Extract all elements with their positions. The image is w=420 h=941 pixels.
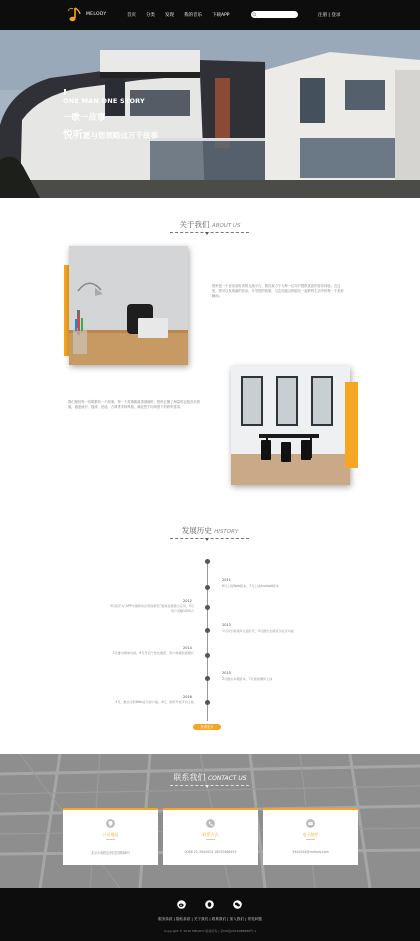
card-divider [106, 839, 115, 840]
event-text: 2月推出车载版本，7月智能硬件上线 [222, 677, 273, 681]
card-value: 3944924@melody.com [292, 850, 329, 854]
about-title-cn: 关于我们 [179, 220, 210, 229]
event-text: 8月上线Web版本，7月上线Android版本 [222, 584, 279, 588]
timeline-dot [205, 605, 210, 610]
menu-item-download[interactable]: 下载APP [212, 13, 230, 18]
card-accent [163, 808, 258, 810]
logo-text[interactable]: MELODY [86, 12, 107, 17]
timeline-dot [205, 559, 210, 564]
card-value: 北京市朝阳区科技园路88号 [90, 851, 131, 855]
about-paragraph-2: 我们相信每一首歌都有一个故事，每一个故事都值得被倾听。悦听汇聚了海量的正版音乐资源，涵盖流行、摇滚、民谣、古典等多种风格，满足您不同场景下的聆听需求。 [68, 400, 200, 410]
menu-item-home[interactable]: 首页 [127, 13, 136, 18]
wechat-icon[interactable] [233, 900, 242, 909]
footer-links[interactable]: 服务条款 | 隐私条款 | 关于我们 | 联系我们 | 加入我们 | 常见问题 [158, 917, 262, 921]
timeline-dot [205, 653, 210, 658]
menu-item-discover[interactable]: 发现 [165, 13, 174, 18]
about-title [0, 219, 420, 230]
contact-divider [170, 785, 249, 786]
card-accent [263, 808, 358, 810]
history-title-en: HISTORY [214, 529, 239, 535]
card-label: 联系方式 [202, 832, 219, 837]
card-value: 0086-25-3944924 18032666455 [184, 850, 237, 854]
hero-headline-2 [63, 126, 158, 141]
timeline-dot [205, 585, 210, 590]
history-divider [170, 538, 249, 539]
history-arrow-icon [205, 538, 209, 541]
event-text: 1月音乐版权库全面扩充，5月推出全新音乐社区功能 [222, 629, 294, 633]
event-year: 2013 [222, 623, 231, 627]
about-divider [170, 232, 249, 233]
location-icon [106, 819, 115, 828]
timeline-dot [205, 676, 210, 681]
hero-headline-1: 一歌一故事 [63, 113, 106, 123]
contact-title-cn: 联系我们 [173, 773, 206, 782]
card-divider [206, 839, 215, 840]
menu-item-category[interactable]: 分类 [146, 13, 155, 18]
timeline-dot [205, 628, 210, 633]
card-label: 电子邮件 [302, 832, 319, 837]
dining-room-photo [231, 366, 350, 485]
contact-arrow-icon [205, 785, 209, 788]
event-year: 2011 [222, 578, 231, 582]
hero-accent-bar [64, 89, 66, 95]
event-year: 2014 [183, 646, 192, 650]
read-more-button[interactable]: 查看更多 [193, 724, 221, 730]
weibo-icon[interactable] [177, 900, 186, 909]
event-year: 2015 [222, 671, 231, 675]
hero-subtitle: ONE MAN ONE STORY [63, 97, 145, 105]
accent-block-2 [345, 382, 358, 468]
auth-links[interactable]: 注册 | 登录 [318, 13, 341, 18]
history-title-cn: 发展历史 [181, 526, 212, 535]
phone-icon [206, 819, 215, 828]
contact-card-address [63, 808, 158, 865]
main-menu [127, 12, 230, 18]
contact-title-en: CONTACT US [207, 775, 247, 782]
footer-copyright: Copyright © 2016 MELODY 版权所有 | 京ICP备2016088888号-1 [163, 929, 257, 933]
history-title [0, 525, 420, 536]
about-paragraph-1: 悦听是一个音乐爱好者的交流平台，我们致力于为每一位用户提供优质的音乐体验。在这里，您可以发现新的音乐，分享您的故事，与志同道合的朋友一起聆听生活中的每一个美好瞬间。 [212, 284, 344, 299]
event-text: 3月，推出全新Web音乐客户端，4月，悦听开放平台上线 [115, 700, 194, 704]
search-icon[interactable] [252, 12, 257, 17]
contact-card-phone [163, 808, 258, 865]
about-arrow-icon [205, 232, 209, 235]
menu-item-my-music[interactable]: 我的音乐 [184, 13, 202, 18]
event-year: 2016 [183, 695, 192, 699]
hero-headline-big: 悦听 [63, 130, 83, 141]
mail-icon [306, 819, 315, 828]
contact-title [0, 772, 420, 783]
search-input[interactable] [251, 11, 298, 18]
card-divider [306, 839, 315, 840]
event-year: 2012 [183, 599, 192, 603]
card-accent [63, 808, 158, 810]
event-text: 3月获评为“APP中国移动应用创新奖”最具发展潜力应用，5月用户突破1000万 [109, 604, 194, 613]
office-photo [69, 246, 188, 365]
card-label: 公司地址 [102, 832, 119, 837]
timeline-dot [205, 700, 210, 705]
footer [0, 888, 420, 941]
contact-card-email [263, 808, 358, 865]
note-icon[interactable] [66, 5, 86, 25]
about-title-en: ABOUT US [211, 223, 241, 229]
event-text: 2月推出歌单功能，6月开启个性化推荐，用户规模持续增长 [112, 651, 194, 655]
qq-icon[interactable] [205, 900, 214, 909]
hero-headline-small: 愿与您领略这万千故事 [83, 131, 158, 140]
